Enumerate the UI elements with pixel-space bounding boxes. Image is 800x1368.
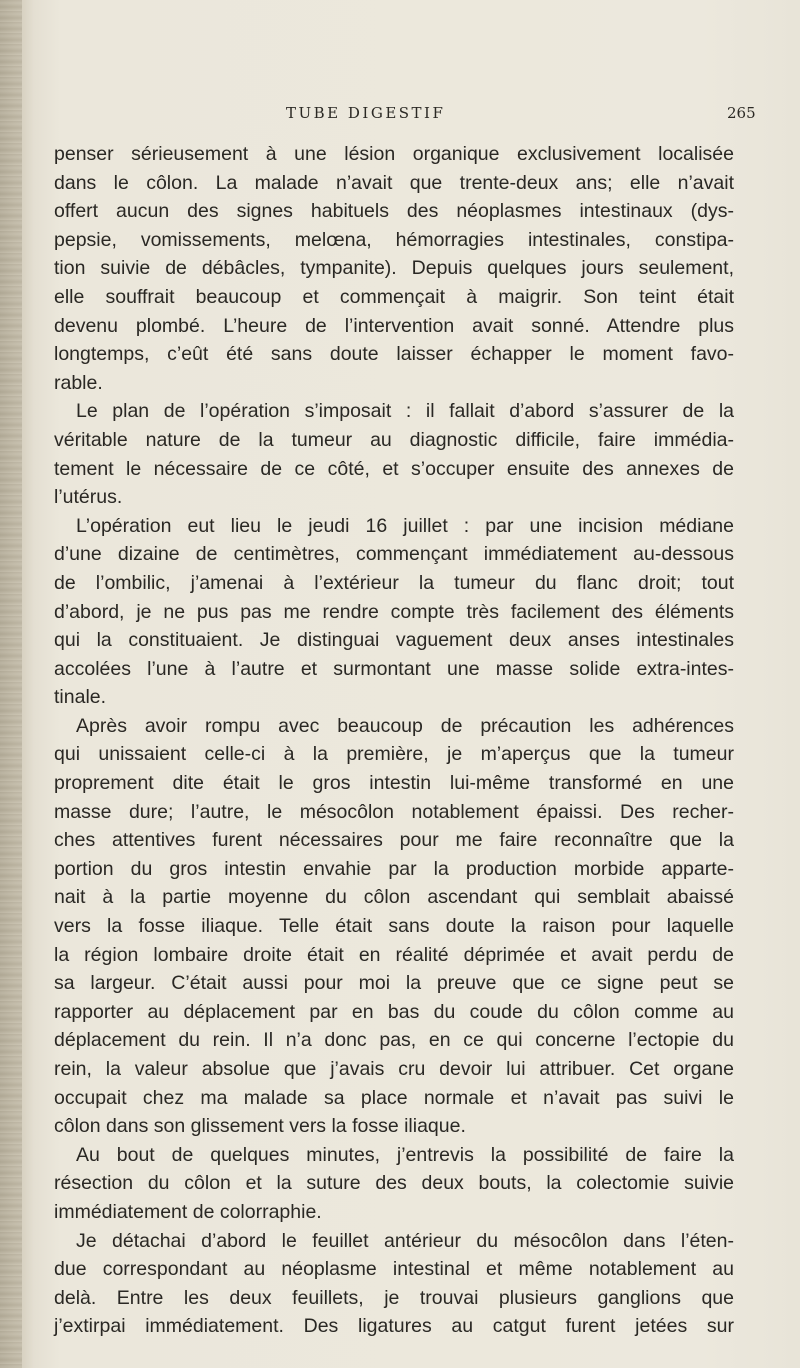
text-line: véritable nature de la tumeur au diagnostic difficile, faire immédia- <box>54 428 734 451</box>
text-line: portion du gros intestin envahie par la production morbide apparte- <box>54 857 734 880</box>
text-line: Au bout de quelques minutes, j’entrevis la possibilité de faire la <box>76 1143 734 1166</box>
text-line: l’utérus. <box>54 486 123 509</box>
text-line: de l’ombilic, j’amenai à l’extérieur la tumeur du flanc droit; tout <box>54 571 734 594</box>
running-head: TUBE DIGESTIF <box>286 104 446 122</box>
text-line: masse dure; l’autre, le mésocôlon notablement épaissi. Des recher- <box>54 800 734 823</box>
body-text <box>54 140 734 1341</box>
text-line: tion suivie de débâcles, tympanite). Depuis quelques jours seulement, <box>54 257 734 280</box>
text-line: L’opération eut lieu le jeudi 16 juillet : par une incision médiane <box>76 514 734 537</box>
text-line: Je détachai d’abord le feuillet antérieur du mésocôlon dans l’éten- <box>76 1229 734 1252</box>
text-line: ches attentives furent nécessaires pour me faire reconnaître que la <box>54 829 734 852</box>
page-number: 265 <box>727 104 756 122</box>
text-line: longtemps, c’eût été sans doute laisser échapper le moment favo- <box>54 343 734 366</box>
binding-gutter <box>0 0 22 1368</box>
text-line: rapporter au déplacement par en bas du coude du côlon comme au <box>54 1000 734 1023</box>
text-line: vers la fosse iliaque. Telle était sans doute la raison pour laquelle <box>54 915 734 938</box>
text-line: j’extirpai immédiatement. Des ligatures au catgut furent jetées sur <box>54 1315 734 1338</box>
text-line: rein, la valeur absolue que j’avais cru devoir lui attribuer. Cet organe <box>54 1058 734 1080</box>
text-line: Après avoir rompu avec beaucoup de précaution les adhérences <box>76 714 734 737</box>
text-line: devenu plombé. L’heure de l’intervention avait sonné. Attendre plus <box>54 314 734 337</box>
text-line: delà. Entre les deux feuillets, je trouvai plusieurs ganglions que <box>54 1286 734 1309</box>
text-line: d’une dizaine de centimètres, commençant immédiatement au-dessous <box>54 543 734 566</box>
text-line: côlon dans son glissement vers la fosse iliaque. <box>54 1115 466 1138</box>
text-line: penser sérieusement à une lésion organique exclusivement localisée <box>54 143 734 165</box>
text-line: Le plan de l’opération s’imposait : il fallait d’abord s’assurer de la <box>76 400 734 423</box>
text-line: d’abord, je ne pus pas me rendre compte très facilement des éléments <box>54 600 734 623</box>
text-line: qui la constituaient. Je distinguai vaguement deux anses intestinales <box>54 629 734 652</box>
text-line: proprement dite était le gros intestin lui-même transformé en une <box>54 772 734 795</box>
text-line: rable. <box>54 371 103 394</box>
text-line: tinale. <box>54 686 107 709</box>
text-line: elle souffrait beaucoup et commençait à maigrir. Son teint était <box>54 285 734 308</box>
text-line: qui unissaient celle-ci à la première, je m’aperçus que la tumeur <box>54 743 734 766</box>
text-line: la région lombaire droite était en réalité déprimée et avait perdu de <box>54 943 734 966</box>
text-line: déplacement du rein. Il n’a donc pas, en ce qui concerne l’ectopie du <box>54 1029 734 1052</box>
text-line: nait à la partie moyenne du côlon ascendant qui semblait abaissé <box>54 886 734 909</box>
text-line: sa largeur. C’était aussi pour moi la preuve que ce signe peut se <box>54 972 734 995</box>
text-line: pepsie, vomissements, melœna, hémorragies intestinales, constipa- <box>54 228 734 251</box>
text-line: due correspondant au néoplasme intestinal et même notablement au <box>54 1258 734 1281</box>
text-line: dans le côlon. La malade n’avait que trente-deux ans; elle n’avait <box>54 171 734 194</box>
text-line: occupait chez ma malade sa place normale et n’avait pas suivi le <box>54 1086 734 1109</box>
text-line: résection du côlon et la suture des deux bouts, la colectomie suivie <box>54 1172 734 1195</box>
text-line: accolées l’une à l’autre et surmontant une masse solide extra-intes- <box>54 657 734 680</box>
text-line: offert aucun des signes habituels des néoplasmes intestinaux (dys- <box>54 200 734 223</box>
text-line: immédiatement de colorraphie. <box>54 1200 322 1223</box>
text-line: tement le nécessaire de ce côté, et s’occuper ensuite des annexes de <box>54 457 734 480</box>
